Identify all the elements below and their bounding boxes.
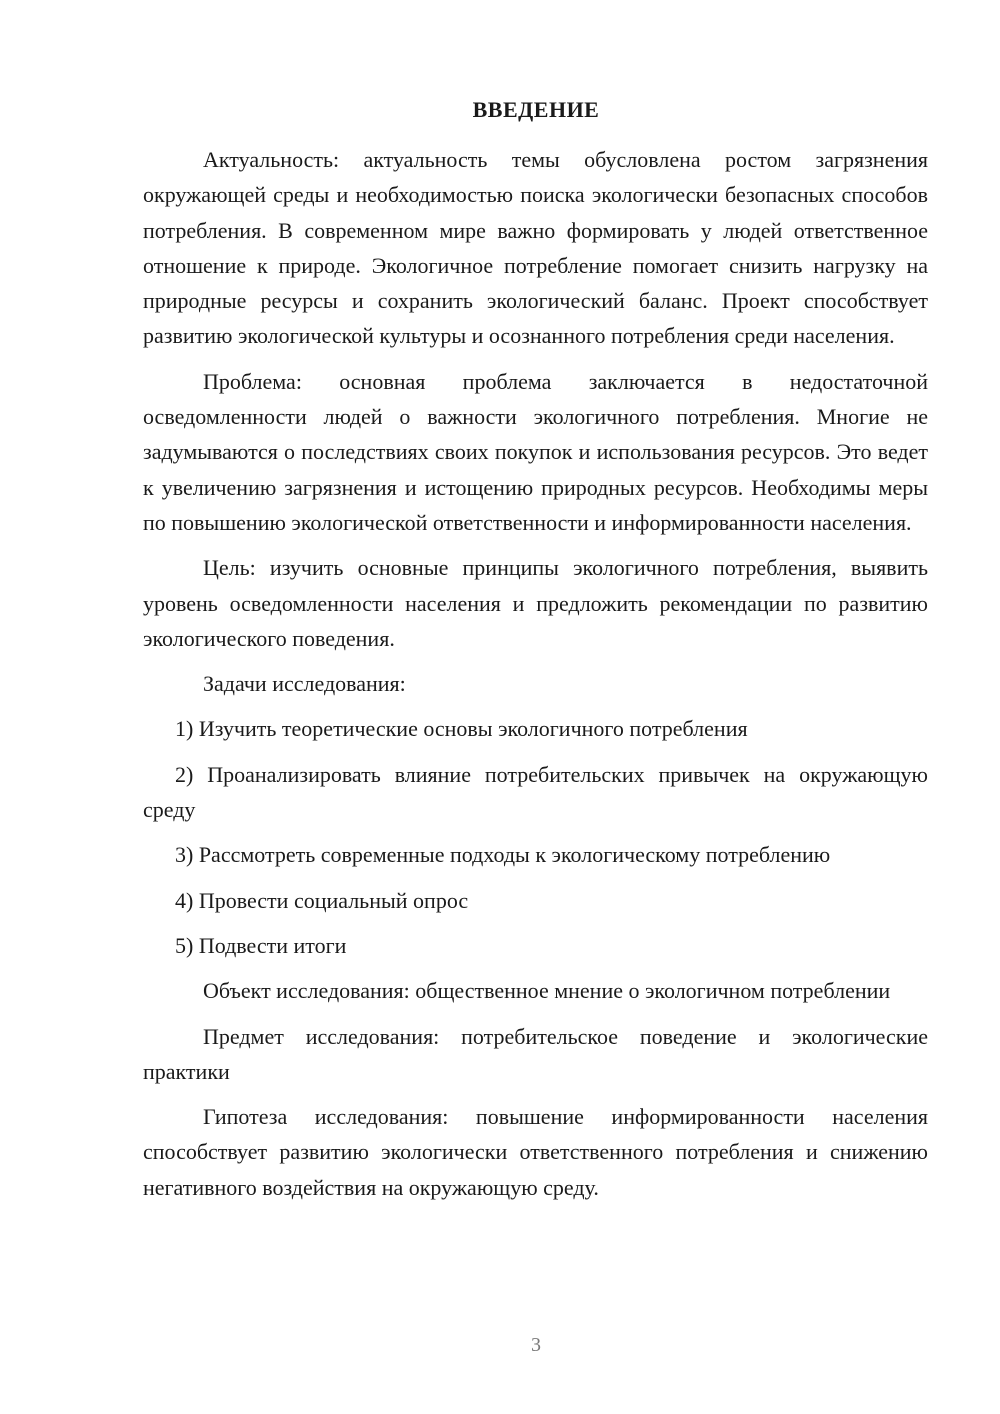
relevance-paragraph: Актуальность: актуальность темы обусловлена ростом загрязнения окружающей среды и необходимостью поиска экологически безопасных способов потребления. В современном мире важно формировать у людей ответственное отношение к природе. Экологичное потребление помогает снизить нагрузку на природные ресурсы и сохранить экологический баланс. Проект способствует развитию экологической культуры и осознанного потребления среди населения.	[143, 147, 928, 349]
task-item: 5) Подвести итоги	[175, 932, 347, 958]
subject-paragraph: Предмет исследования: потребительское поведение и экологические практики	[143, 1023, 928, 1084]
object-paragraph: Объект исследования: общественное мнение о экологичном потреблении	[203, 978, 891, 1004]
page-number: 3	[531, 1334, 541, 1356]
tasks-heading: Задачи исследования:	[203, 671, 406, 697]
task-item: 3) Рассмотреть современные подходы к экологическому потреблению	[175, 842, 831, 868]
page-title: ВВЕДЕНИЕ	[472, 97, 600, 122]
task-item: 1) Изучить теоретические основы экологичного потребления	[175, 716, 748, 742]
task-item: 4) Провести социальный опрос	[175, 887, 469, 913]
task-item: 2) Проанализировать влияние потребительских привычек на окружающую среду	[143, 761, 928, 823]
problem-paragraph: Проблема: основная проблема заключается в недостаточной осведомленности людей о важности экологичного потребления. Многие не задумываются о последствиях своих покупок и использования ресурсов. Это ведет к увеличению загрязнения и истощению природных ресурсов. Необходимы меры по повышению экологической ответственности и информированности населения.	[143, 368, 928, 535]
document-body	[143, 142, 928, 1215]
goal-paragraph: Цель: изучить основные принципы экологичного потребления, выявить уровень осведомленности населения и предложить рекомендации по развитию экологического поведения.	[143, 555, 928, 651]
hypothesis-paragraph: Гипотеза исследования: повышение информированности населения способствует развитию экологически ответственного потребления и снижению негативного воздействия на окружающую среду.	[143, 1104, 928, 1200]
